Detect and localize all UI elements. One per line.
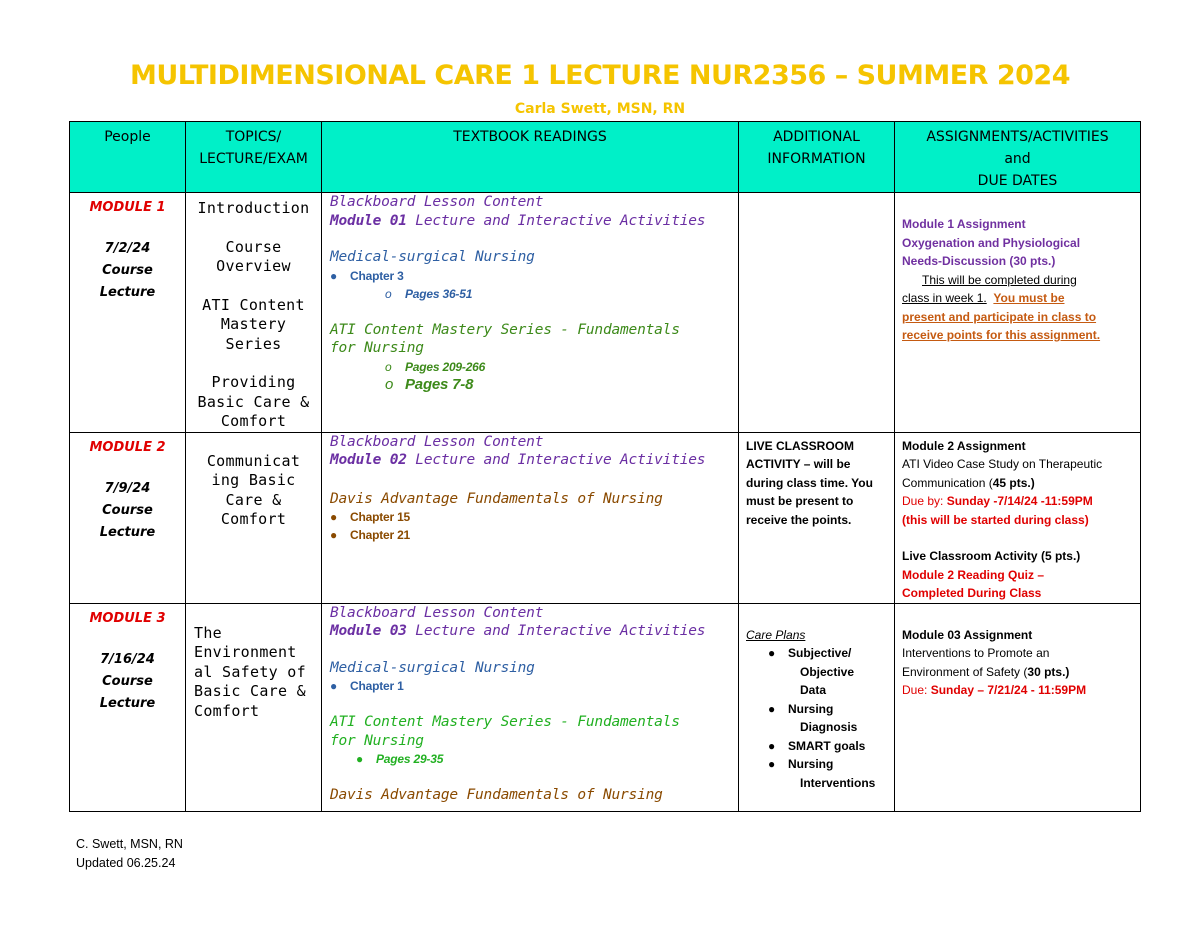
header-topics: TOPICS/ LECTURE/EXAM [186,122,322,193]
module-label: Module 03 [330,623,407,639]
table-row [70,603,1141,811]
topic-line: Comfort [194,701,260,720]
readings-cell [322,603,739,811]
topic-line: ing Basic [211,471,296,489]
assignment-line: Oxygenation and Physiological [902,235,1081,250]
circle-bullet-icon: o [385,375,394,393]
additional-cell [739,193,895,433]
assignment-title: Module 03 Assignment [902,627,1033,642]
pages-item: Pages 209-266 [405,359,486,374]
textbook-title: Medical-surgical Nursing [330,659,535,676]
module-cell [70,603,186,811]
pages-item: Pages 36-51 [405,286,473,301]
chapter-item: Chapter 15 [350,510,411,524]
textbook-title: ATI Content Mastery Series - Fundamentals [330,714,680,730]
topic-line: Mastery [220,315,287,333]
header-assignments: ASSIGNMENTS/ACTIVITIES and DUE DATES [895,122,1141,193]
due-date: Sunday -7/14/24 -11:59PM [946,494,1093,508]
bullet-icon: ● [356,752,364,766]
topic-cell [186,603,322,811]
textbook-title: Medical-surgical Nursing [330,249,535,265]
assignment-title: Module 2 Assignment [902,438,1026,453]
quiz-line: Completed During Class [902,586,1042,600]
care-plan-item: Subjective/ [788,646,852,660]
care-plan-item-cont: Data [800,683,827,697]
blackboard-link: Blackboard Lesson Content [330,194,544,210]
additional-line: ACTIVITY – will be [746,457,851,471]
module-cell [70,432,186,603]
module-kind: Lecture [99,524,156,540]
assignment-line: Communication ( [902,475,993,490]
page-subtitle: Carla Swett, MSN, RN [514,101,686,117]
additional-line: during class time. You [746,475,873,490]
module-kind: Course [102,263,153,278]
textbook-title-cont: for Nursing [330,732,424,749]
textbook-title: Davis Advantage Fundamentals of Nursing [330,787,663,803]
topic-line: Series [225,334,282,353]
additional-line: must be present to [746,494,854,508]
blackboard-link: Blackboard Lesson Content [330,604,544,621]
module-name: MODULE 1 [89,200,166,215]
assignment-line: Needs-Discussion (30 pts.) [902,254,1056,268]
bullet-icon: ● [330,679,338,693]
bullet-icon: ● [330,268,338,283]
module-date: 7/2/24 [104,241,151,256]
footer [76,835,183,873]
topic-line: Basic Care & [194,682,306,700]
pages-item: Pages 7-8 [405,375,474,393]
textbook-title-cont: for Nursing [330,340,424,356]
topic-cell [186,432,322,603]
assignment-line: ATI Video Case Study on Therapeutic [902,457,1103,471]
header-people: People [70,122,186,193]
topic-line: The [194,623,222,642]
module-label: Module 01 [330,212,407,229]
assignment-line: Interventions to Promote an [902,646,1050,660]
bullet-icon: ● [768,738,776,753]
table-header-row [70,122,1141,193]
assignment-note: class in week 1. [902,291,987,305]
care-plans-heading: Care Plans [746,627,806,642]
due-label: Due: [902,683,931,697]
topic-line: Communicat [206,451,301,470]
module-kind: Course [102,673,153,689]
live-points: 5 pts.) [1044,549,1081,563]
assignment-warning: present and participate in class to [902,309,1097,324]
bullet-icon: ● [768,701,776,716]
bullet-icon: ● [330,528,338,542]
chapter-item: Chapter 3 [350,268,404,283]
header-readings: TEXTBOOK READINGS [322,122,739,193]
readings-cell [322,193,739,433]
module-activities: Lecture and Interactive Activities [406,623,706,639]
module-cell [70,193,186,433]
page-title: MULTIDIMENSIONAL CARE 1 LECTURE NUR2356 – SUMMER 2024 [129,60,1070,91]
readings-cell [322,432,739,603]
due-date: Sunday – 7/21/24 - 11:59PM [930,683,1087,697]
assignment-note: (this will be started during class) [902,512,1089,527]
additional-cell [739,432,895,603]
topic-line: Environment [194,643,297,661]
assignment-note: This will be completed during [922,272,1077,287]
textbook-title: ATI Content Mastery Series - Fundamentals [330,321,680,338]
module-date: 7/9/24 [104,480,151,496]
table-row [70,193,1141,433]
chapter-item: Chapter 21 [350,528,411,542]
care-plan-item-cont: Interventions [800,775,876,790]
module-name: MODULE 2 [89,439,166,455]
topic-line: Course [225,237,282,256]
topic-line: Providing [211,373,296,391]
care-plan-item: SMART goals [788,738,866,753]
module-activities: Lecture and Interactive Activities [406,212,706,229]
assignment-points: 45 pts.) [992,475,1035,490]
topic-line: Introduction [197,199,310,217]
module-kind: Course [102,502,153,518]
topic-line: Comfort [220,510,287,528]
table-row [70,432,1141,603]
assignment-line: Environment of Safety ( [902,664,1028,679]
due-label: Due by: [902,494,947,508]
topic-line: Comfort [220,412,287,430]
topic-line: ATI Content [202,295,305,314]
module-kind: Lecture [99,285,156,300]
circle-bullet-icon: o [385,286,392,301]
topic-cell [186,193,322,433]
additional-cell [739,603,895,811]
additional-line: receive the points. [746,512,852,527]
care-plan-item: Nursing [788,757,834,771]
assignment-title: Module 1 Assignment [902,217,1026,231]
care-plan-item: Nursing [788,701,834,716]
module-name: MODULE 3 [89,610,166,626]
bullet-icon: ● [768,757,776,771]
assignment-warning: receive points for this assignment. [902,328,1101,342]
textbook-title: Davis Advantage Fundamentals of Nursing [330,490,663,507]
footer-updated: Updated 06.25.24 [76,856,176,870]
quiz-line: Module 2 Reading Quiz – [902,567,1045,582]
module-label: Module 02 [330,452,407,468]
assignment-warning: You must be [993,291,1065,305]
bullet-icon: ● [330,510,338,524]
live-activity: Live Classroom Activity ( [902,549,1045,563]
header-additional: ADDITIONAL INFORMATION [739,122,895,193]
footer-author: C. Swett, MSN, RN [76,837,183,851]
circle-bullet-icon: o [385,359,392,374]
bullet-icon: ● [768,646,776,660]
blackboard-link: Blackboard Lesson Content [330,433,544,450]
schedule-table [69,121,1141,812]
topic-line: al Safety of [194,662,306,681]
topic-line: Care & [225,490,282,509]
module-activities: Lecture and Interactive Activities [406,452,706,468]
assignment-points: 30 pts.) [1027,664,1070,679]
care-plan-item-cont: Objective [800,664,855,679]
module-kind: Lecture [99,695,156,711]
topic-line: Overview [216,257,291,275]
module-date: 7/16/24 [100,651,155,667]
assignment-cell [895,432,1141,603]
topic-line: Basic Care & [197,392,310,411]
care-plan-item-cont: Diagnosis [800,720,858,734]
chapter-item: Chapter 1 [350,679,404,693]
additional-line: LIVE CLASSROOM [746,438,855,453]
assignment-cell [895,603,1141,811]
pages-item: Pages 29-35 [376,752,444,766]
assignment-cell [895,193,1141,433]
